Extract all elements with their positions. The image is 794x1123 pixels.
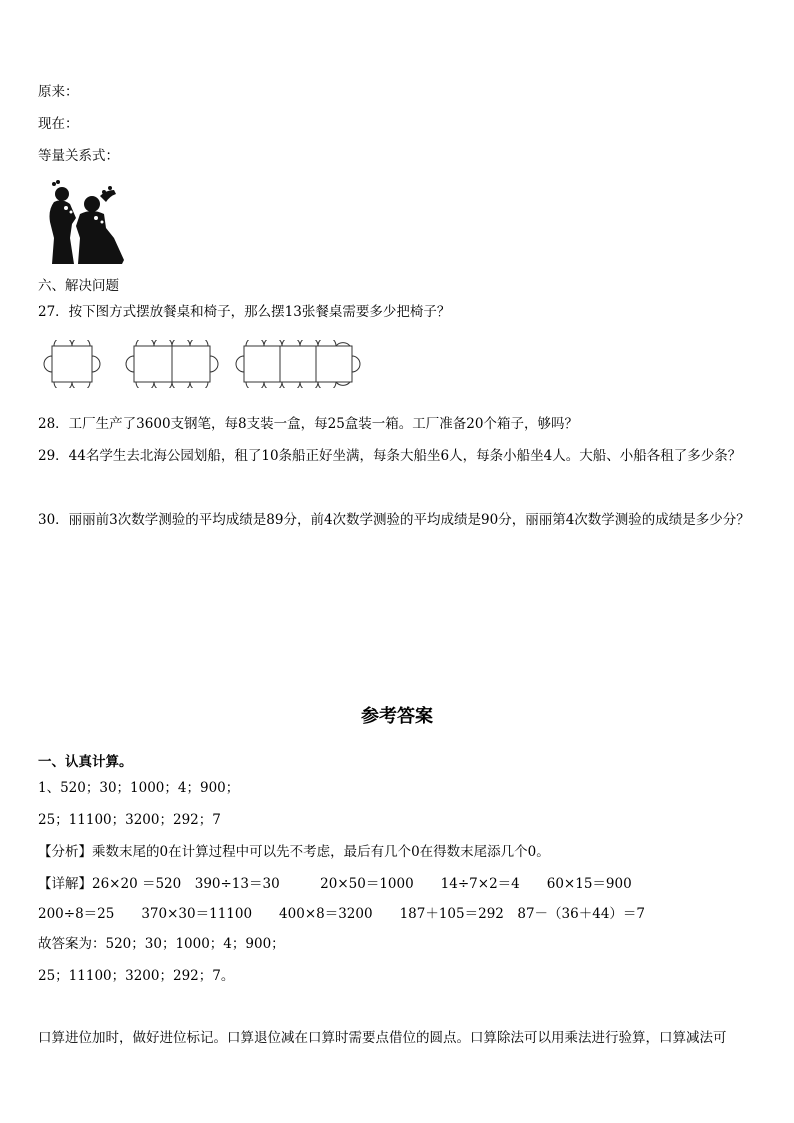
answer-detail-line-1: 【详解】26×20 ＝520 390÷13＝30 20×50＝1000 14÷7×2＝4 60×15＝900 xyxy=(38,876,632,892)
answer-1-line-1: 1、520；30；1000；4；900； xyxy=(38,780,240,796)
children-silhouette-figure xyxy=(44,178,130,268)
answers-section-1: 一、认真计算。 xyxy=(38,754,133,770)
label-yuanlai: 原来： xyxy=(38,84,79,100)
question-30: 30．丽丽前3次数学测验的平均成绩是89分，前4次数学测验的平均成绩是90分，丽丽第4次数学测验的成绩是多少分？ xyxy=(38,512,750,528)
answer-tips: 口算进位加时，做好进位标记。口算退位减在口算时需要点借位的圆点。口算除法可以用乘法进行验算，口算减法可 xyxy=(38,1030,727,1046)
answers-title: 参考答案 xyxy=(361,706,433,727)
label-xianzai: 现在： xyxy=(38,116,79,132)
question-29: 29．44名学生去北海公园划船，租了10条船正好坐满，每条大船坐6人，每条小船坐4人。大船、小船各租了多少条？ xyxy=(38,448,742,464)
answer-analysis: 【分析】乘数末尾的0在计算过程中可以先不考虑，最后有几个0在得数末尾添几个0。 xyxy=(38,844,550,860)
answer-final-line-2: 25；11100；3200；292；7。 xyxy=(38,968,235,984)
answer-detail-line-2: 200÷8＝25 370×30＝11100 400×8＝3200 187＋105＝292 87－（36＋44）＝7 xyxy=(38,906,645,922)
answer-final-line-1: 故答案为：520；30；1000；4；900； xyxy=(38,936,285,952)
section-heading-solve: 六、解决问题 xyxy=(38,278,119,294)
label-dengliang: 等量关系式： xyxy=(38,148,119,164)
question-27: 27．按下图方式摆放餐桌和椅子，那么摆13张餐桌需要多少把椅子？ xyxy=(38,304,451,320)
question-28: 28．工厂生产了3600支钢笔，每8支装一盒，每25盒装一箱。工厂准备20个箱子，够吗？ xyxy=(38,416,578,432)
tables-chairs-figure xyxy=(38,340,368,388)
answer-1-line-2: 25；11100；3200；292；7 xyxy=(38,812,221,828)
